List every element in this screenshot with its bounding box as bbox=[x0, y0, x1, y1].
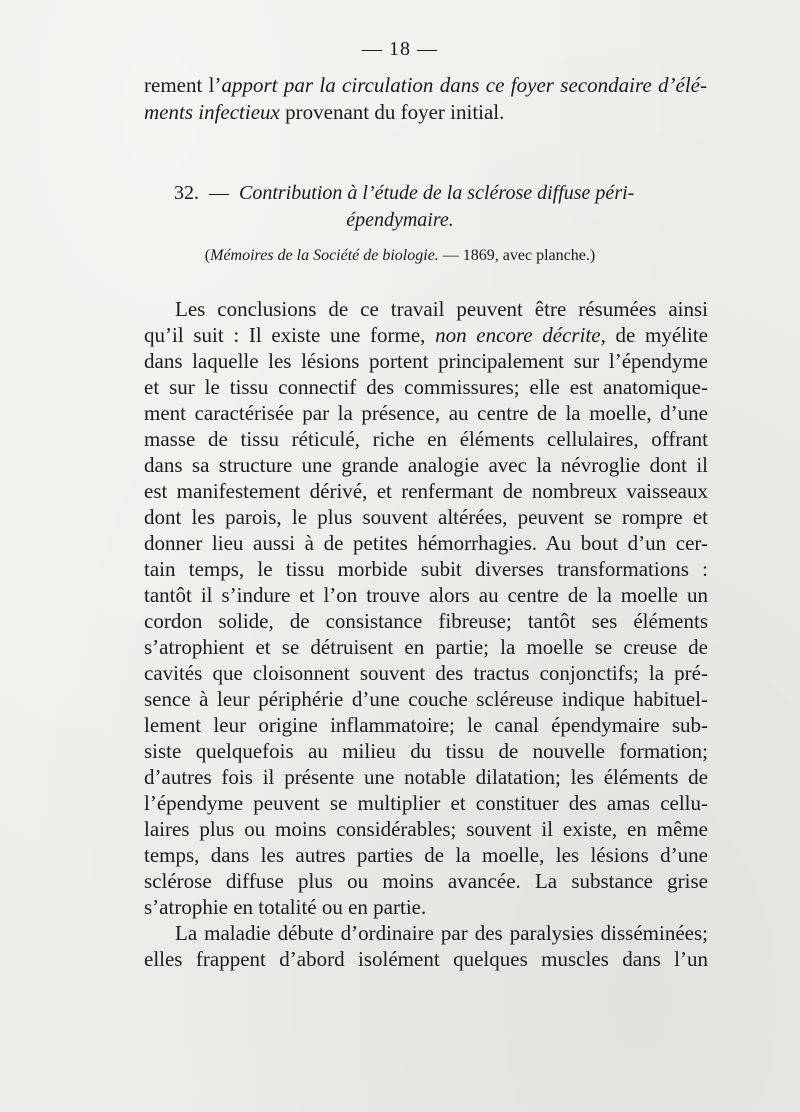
body-line: sence à leur périphérie d’une couche scléreuse indique habituel- bbox=[144, 687, 708, 711]
entry-source: (Mémoires de la Société de biologie. — 1869, avec planche.) bbox=[204, 247, 596, 264]
body-line: Les conclusions de ce travail peuvent être résumées ainsi bbox=[175, 297, 708, 321]
entry-dash: — bbox=[209, 182, 229, 204]
page-number: — 18 — bbox=[362, 38, 438, 60]
body-line: tain temps, le tissu morbide subit diverses transformations : bbox=[144, 557, 708, 581]
body-line: lement leur origine inflammatoire; le canal épendymaire sub- bbox=[144, 713, 708, 737]
body-line: d’autres fois il présente une notable dilatation; les éléments de bbox=[144, 765, 708, 789]
body-line: s’atrophie en totalité ou en partie. bbox=[144, 895, 427, 919]
body-line: sclérose diffuse plus ou moins avancée. La substance grise bbox=[144, 869, 708, 893]
carryover-line-1: rement l’apport par la circulation dans ce foyer secondaire d’élé- bbox=[144, 73, 707, 97]
body-line: elles frappent d’abord isolément quelques muscles dans l’un bbox=[144, 947, 708, 971]
body-line: La maladie débute d’ordinaire par des paralysies disséminées; bbox=[175, 921, 708, 945]
entry-heading bbox=[174, 180, 698, 206]
body-line: l’épendyme peuvent se multiplier et constituer des amas cellu- bbox=[144, 791, 708, 815]
body-line: ment caractérisée par la présence, au centre de la moelle, d’une bbox=[144, 401, 708, 425]
body-line: s’atrophient et se détruisent en partie; la moelle se creuse de bbox=[144, 635, 708, 659]
entry-title-line-1: Contribution à l’étude de la sclérose diffuse péri- bbox=[239, 182, 635, 204]
body-line: donner lieu aussi à de petites hémorrhagies. Au bout d’un cer- bbox=[144, 531, 708, 555]
body-line: dans laquelle les lésions portent principalement sur l’épendyme bbox=[144, 349, 708, 373]
entry-title-line-2: épendymaire. bbox=[346, 209, 454, 231]
body-line: dans sa structure une grande analogie avec la névroglie dont il bbox=[144, 453, 708, 477]
carryover-line-2: ments infectieux provenant du foyer initial. bbox=[144, 100, 505, 124]
body-line: est manifestement dérivé, et renfermant de nombreux vaisseaux bbox=[144, 479, 708, 503]
entry-number: 32. bbox=[174, 182, 199, 204]
body-line: siste quelquefois au milieu du tissu de nouvelle formation; bbox=[144, 739, 708, 763]
body-line: cavités que cloisonnent souvent des tractus conjonctifs; la pré- bbox=[144, 661, 708, 685]
body-line: et sur le tissu connectif des commissures; elle est anatomique- bbox=[144, 375, 708, 399]
body-line: masse de tissu réticulé, riche en éléments cellulaires, offrant bbox=[144, 427, 708, 451]
body-line: laires plus ou moins considérables; souvent il existe, en même bbox=[144, 817, 708, 841]
body-line: cordon solide, de consistance fibreuse; tantôt ses éléments bbox=[144, 609, 708, 633]
body-line: tantôt il s’indure et l’on trouve alors au centre de la moelle un bbox=[144, 583, 708, 607]
body-line: temps, dans les autres parties de la moelle, les lésions d’une bbox=[144, 843, 708, 867]
body-line: qu’il suit : Il existe une forme, non encore décrite, de myélite bbox=[144, 323, 708, 347]
body-line: dont les parois, le plus souvent altérées, peuvent se rompre et bbox=[144, 505, 708, 529]
